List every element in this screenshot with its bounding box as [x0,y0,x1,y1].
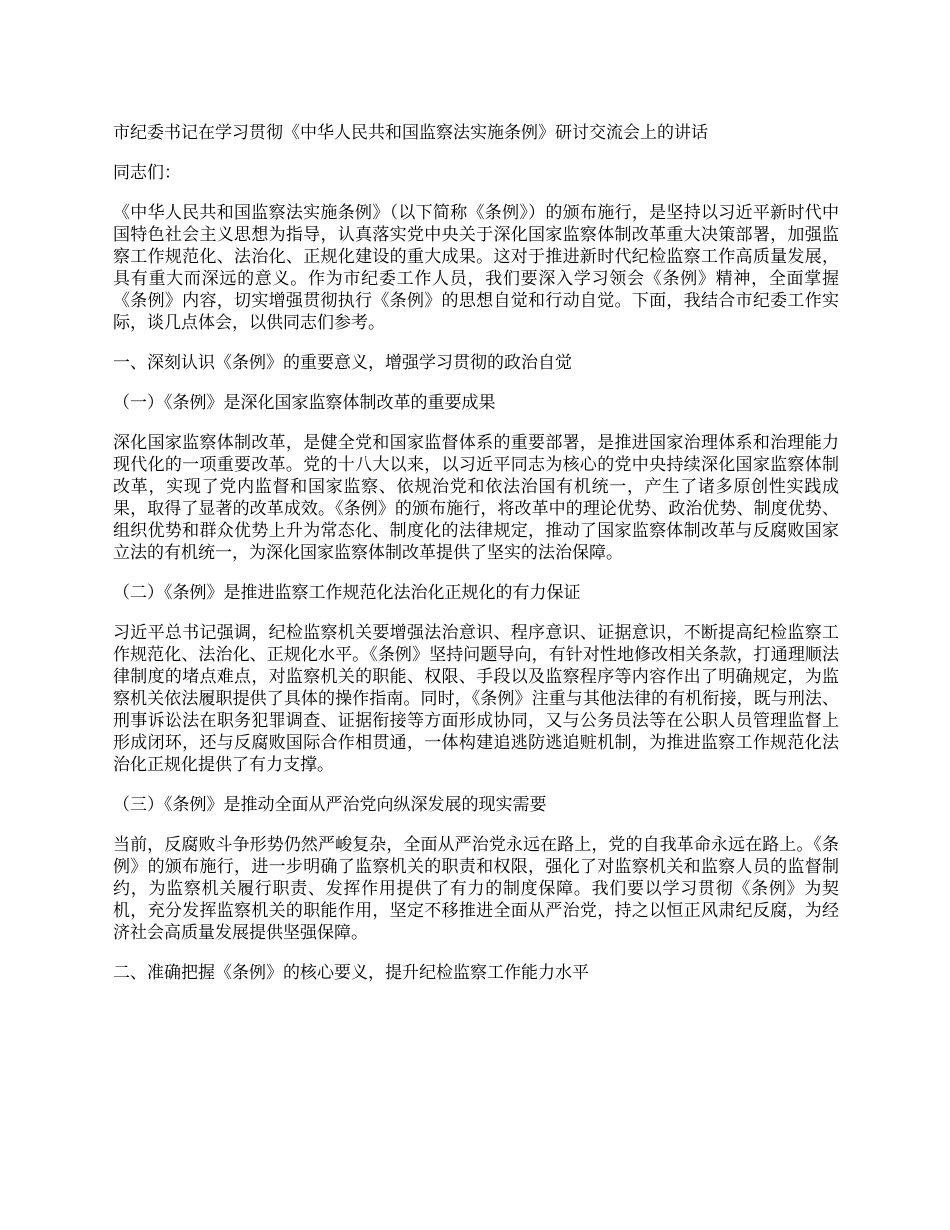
body-paragraph-2: 习近平总书记强调，纪检监察机关要增强法治意识、程序意识、证据意识，不断提高纪检监察工作规范化、法治化、正规化水平。《条例》坚持问题导向，有针对性地修改相关条款，打通理顺法律制度的堵点难点，对监察机关的职能、权限、手段以及监察程序等内容作出了明确规定，为监察机关依法履职提供了具体的操作指南。同时，《条例》注重与其他法律的有机衔接，既与刑法、刑事诉讼法在职务犯罪调查、证据衔接等方面形成协同，又与公务员法等在公职人员管理监督上形成闭环，还与反腐败国际合作相贯通，一体构建追逃防逃追赃机制，为推进监察工作规范化法治化正规化提供了有力支撑。 [113,623,839,775]
section-heading-1: 一、深刻认识《条例》的重要意义，增强学习贯彻的政治自觉 [113,353,572,373]
greeting: 同志们： [113,163,181,183]
body-paragraph-3: 当前，反腐败斗争形势仍然严峻复杂，全面从严治党永远在路上，党的自我革命永远在路上。《条例》的颁布施行，进一步明确了监察机关的职责和权限，强化了对监察机关和监察人员的监督制约，为监察机关履行职责、发挥作用提供了有力的制度保障。我们要以学习贯彻《条例》为契机，充分发挥监察机关的职能作用，坚定不移推进全面从严治党，持之以恒正风肃纪反腐，为经济社会高质量发展提供坚强保障。 [113,835,839,943]
document-page [113,122,839,1002]
intro-paragraph: 《中华人民共和国监察法实施条例》（以下简称《条例》）的颁布施行，是坚持以习近平新时代中国特色社会主义思想为指导，认真落实党中央关于深化国家监察体制改革重大决策部署，加强监察工作规范化、法治化、正规化建设的重大成果。这对于推进新时代纪检监察工作高质量发展，具有重大而深远的意义。作为市纪委工作人员，我们要深入学习领会《条例》精神，全面掌握《条例》内容，切实增强贯彻执行《条例》的思想自觉和行动自觉。下面，我结合市纪委工作实际，谈几点体会，以供同志们参考。 [113,203,839,333]
subsection-heading-1: （一）《条例》是深化国家监察体制改革的重要成果 [113,393,496,413]
subsection-heading-2: （二）《条例》是推进监察工作规范化法治化正规化的有力保证 [113,583,581,603]
body-paragraph-1: 深化国家监察体制改革，是健全党和国家监督体系的重要部署，是推进国家治理体系和治理能力现代化的一项重要改革。党的十八大以来，以习近平同志为核心的党中央持续深化国家监察体制改革，实现了党内监督和国家监察、依规治党和依法治国有机统一，产生了诸多原创性实践成果，取得了显著的改革成效。《条例》的颁布施行，将改革中的理论优势、政治优势、制度优势、组织优势和群众优势上升为常态化、制度化的法律规定，推动了国家监察体制改革与反腐败国家立法的有机统一，为深化国家监察体制改革提供了坚实的法治保障。 [113,433,839,563]
document-title: 市纪委书记在学习贯彻《中华人民共和国监察法实施条例》研讨交流会上的讲话 [113,123,708,143]
section-heading-2: 二、准确把握《条例》的核心要义，提升纪检监察工作能力水平 [113,963,589,983]
subsection-heading-3: （三）《条例》是推动全面从严治党向纵深发展的现实需要 [113,795,547,815]
